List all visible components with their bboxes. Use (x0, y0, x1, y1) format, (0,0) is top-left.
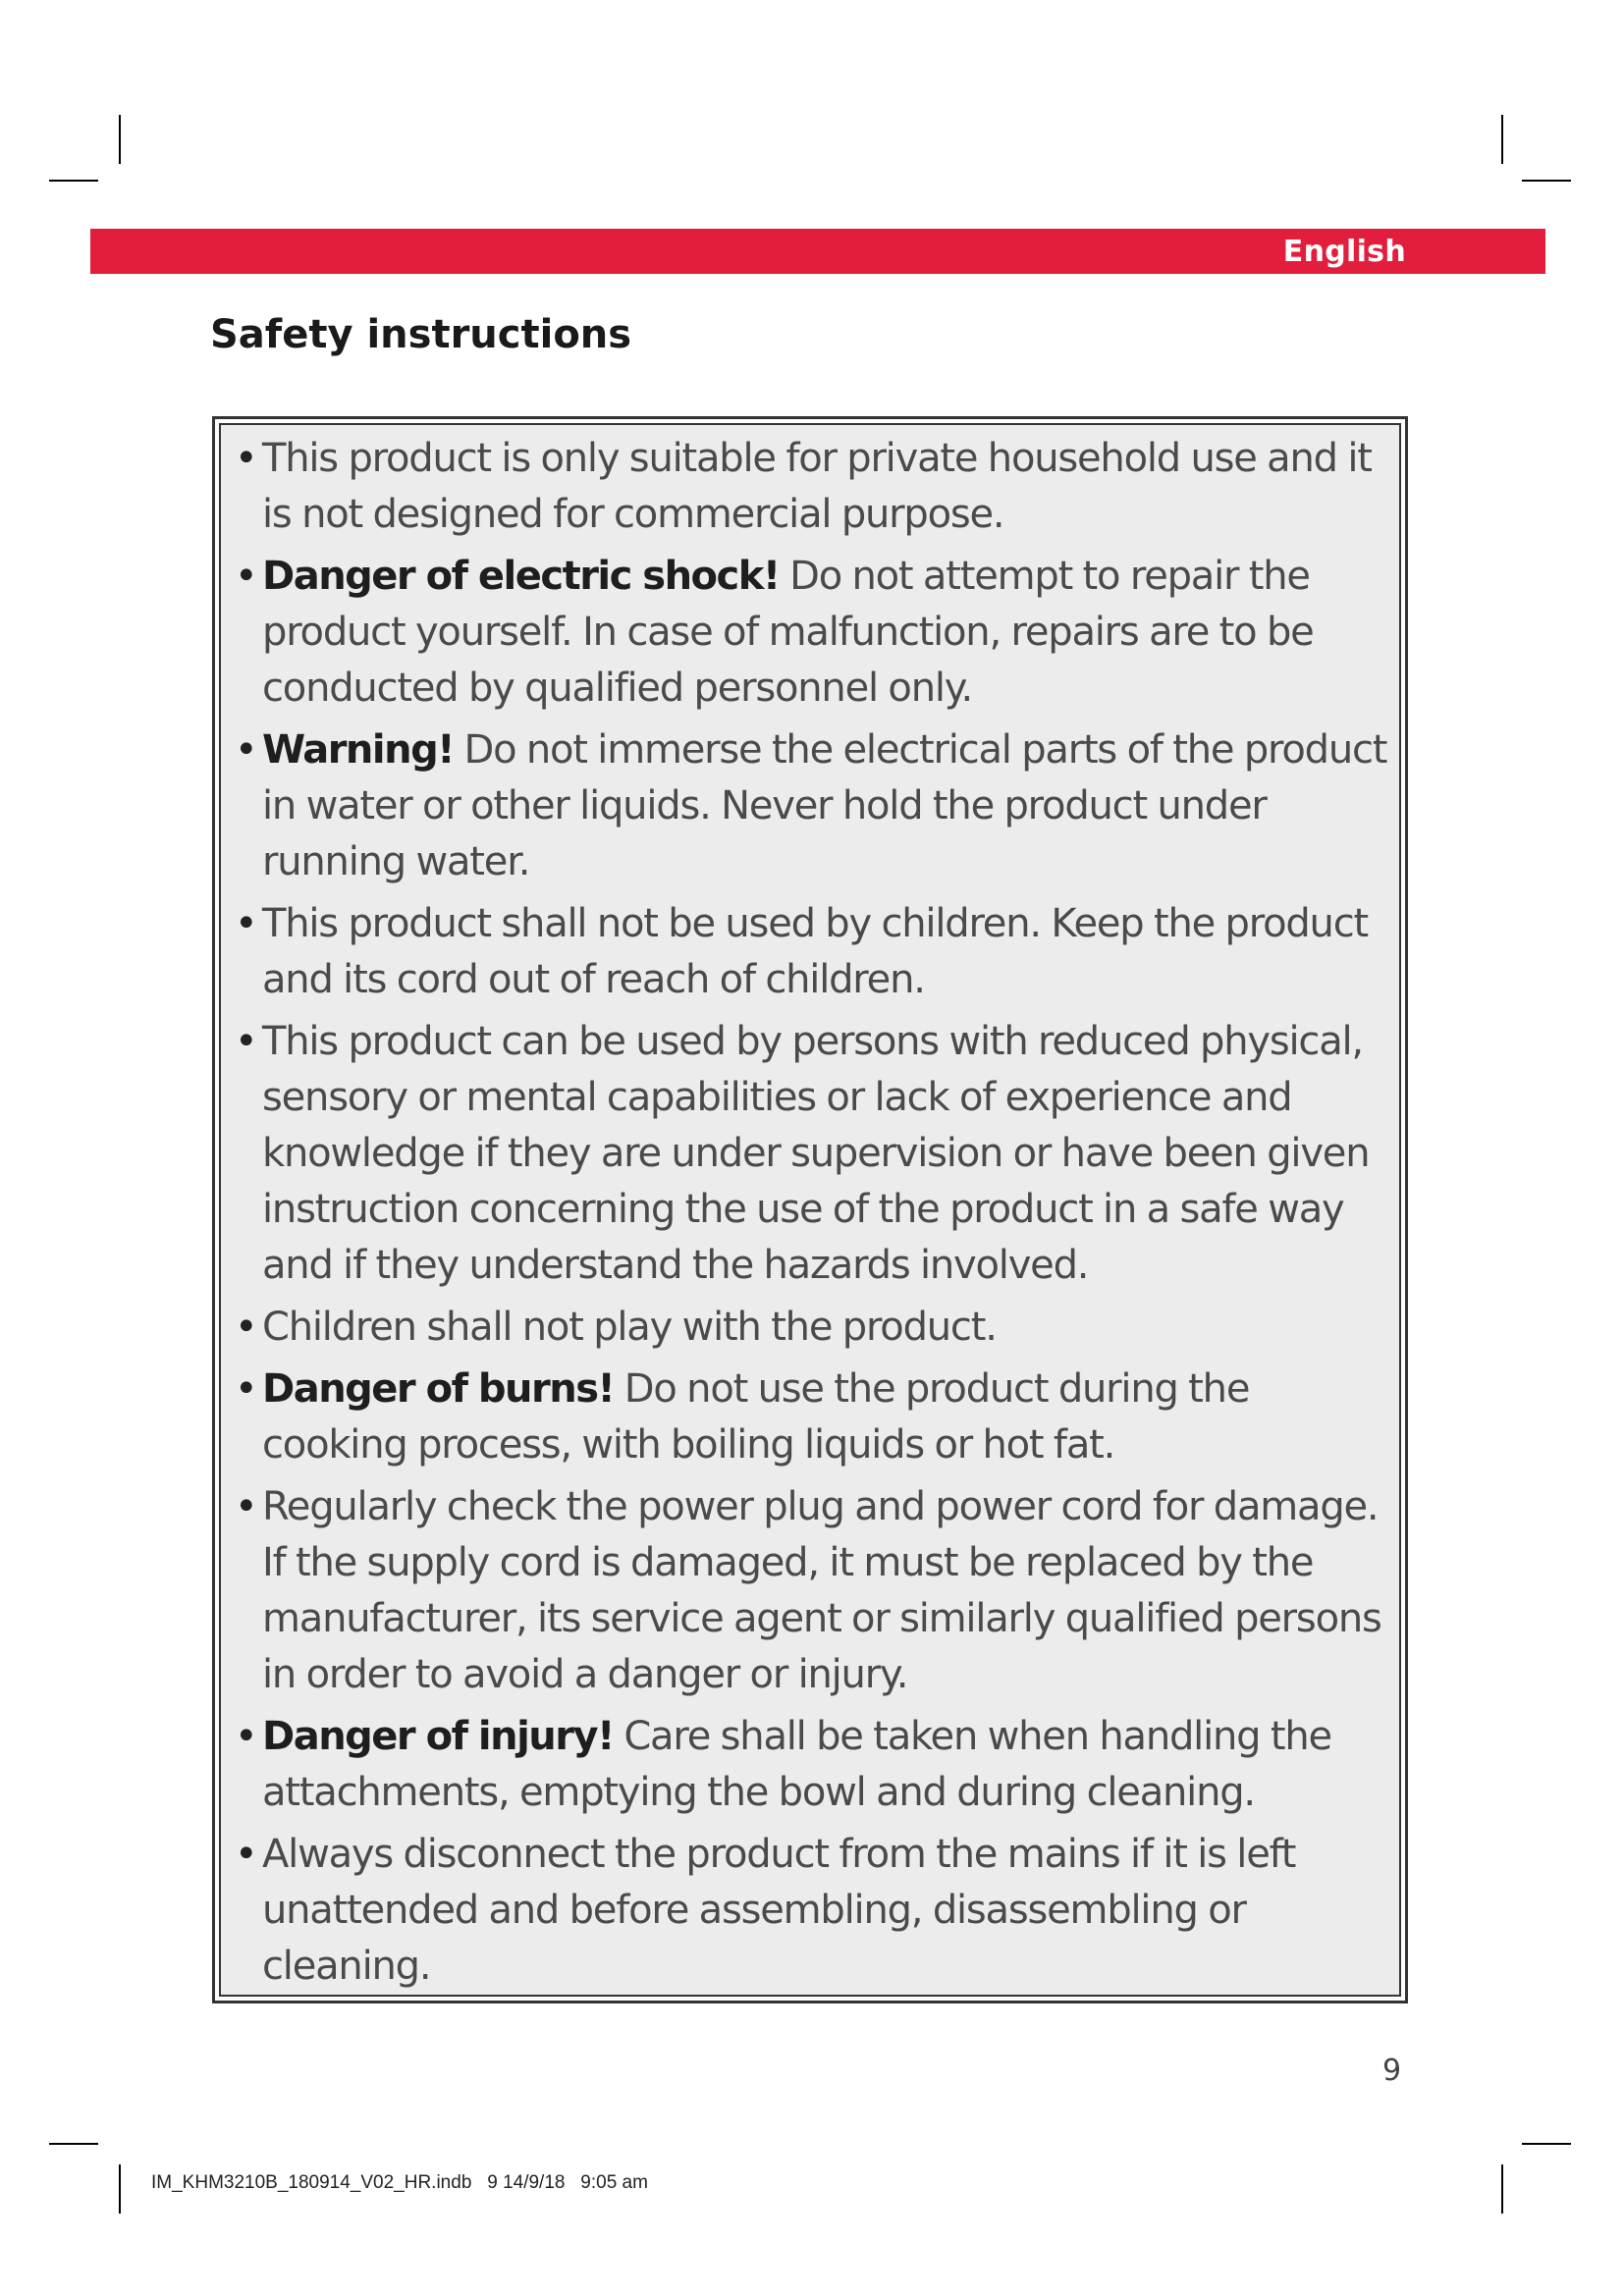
bullet-icon: • (235, 1305, 257, 1350)
warning-lead: Danger of electric shock! (262, 554, 780, 599)
crop-mark-top-right-vertical (1501, 115, 1503, 164)
bullet-icon: • (235, 1484, 257, 1529)
safety-instruction-item (233, 1300, 1389, 1356)
safety-notice-inner (219, 423, 1401, 1997)
safety-notice-box (212, 416, 1408, 2003)
instruction-text: This product can be used by persons with reduced physical, sensory or mental capabilities or lack of experience and knowledge if they are under supervision or have been given instruction concerning the use of the product in a safe way and if they understand the hazards involved. (262, 1019, 1370, 1288)
crop-mark-top-left-horizontal (49, 180, 98, 182)
crop-mark-top-right-horizontal (1522, 180, 1571, 182)
safety-instruction-item (233, 1479, 1389, 1703)
instruction-text: Children shall not play with the product. (262, 1305, 997, 1350)
warning-lead: Warning! (262, 727, 454, 773)
print-slug: IM_KHM3210B_180914_V02_HR.indb 9 14/9/18 9:05 am (151, 2172, 648, 2193)
safety-instruction-item (233, 896, 1389, 1008)
instruction-text: Care shall be taken when handling the attachments, emptying the bowl and during cleaning. (262, 1714, 1331, 1815)
bullet-icon: • (235, 727, 257, 773)
language-header-bar (90, 229, 1545, 274)
crop-mark-bottom-right-horizontal (1522, 2143, 1571, 2145)
safety-instruction-item (233, 1709, 1389, 1821)
instruction-text: Do not use the product during the cooking process, with boiling liquids or hot fat. (262, 1366, 1250, 1468)
safety-instruction-item (233, 1362, 1389, 1473)
safety-instruction-item (233, 549, 1389, 717)
instruction-text: This product shall not be used by children. Keep the product and its cord out of reach of children. (262, 901, 1368, 1002)
safety-instruction-item (233, 722, 1389, 890)
page-title: Safety instructions (210, 312, 632, 357)
bullet-icon: • (235, 1832, 257, 1877)
crop-mark-bottom-right-vertical (1501, 2164, 1503, 2214)
language-label: English (1282, 234, 1406, 269)
warning-lead: Danger of burns! (262, 1366, 615, 1412)
warning-lead: Danger of injury! (262, 1714, 614, 1759)
crop-mark-bottom-left-horizontal (49, 2143, 98, 2145)
instruction-text: Do not immerse the electrical parts of the product in water or other liquids. Never hold the product under running water. (262, 727, 1387, 884)
instruction-text: Regularly check the power plug and power cord for damage. If the supply cord is damaged, it must be replaced by the manufacturer, its service agent or similarly qualified persons in order to avoid a danger or injury. (262, 1484, 1381, 1697)
bullet-icon: • (235, 1714, 257, 1759)
bullet-icon: • (235, 554, 257, 599)
bullet-icon: • (235, 436, 257, 481)
crop-mark-bottom-left-vertical (119, 2164, 121, 2214)
instruction-text: Always disconnect the product from the mains if it is left unattended and before assembling, disassembling or cleaning. (262, 1832, 1296, 1989)
safety-instruction-item (233, 431, 1389, 543)
bullet-icon: • (235, 1366, 257, 1412)
instruction-text: Do not attempt to repair the product yourself. In case of malfunction, repairs are to be conducted by qualified personnel only. (262, 554, 1314, 711)
crop-mark-top-left-vertical (119, 115, 121, 164)
safety-instruction-item (233, 1827, 1389, 1995)
instruction-text: This product is only suitable for private household use and it is not designed for commercial purpose. (262, 436, 1372, 537)
bullet-icon: • (235, 901, 257, 946)
safety-instruction-item (233, 1014, 1389, 1294)
bullet-icon: • (235, 1019, 257, 1064)
page-number: 9 (1382, 2054, 1402, 2088)
safety-instruction-list (233, 431, 1389, 1995)
